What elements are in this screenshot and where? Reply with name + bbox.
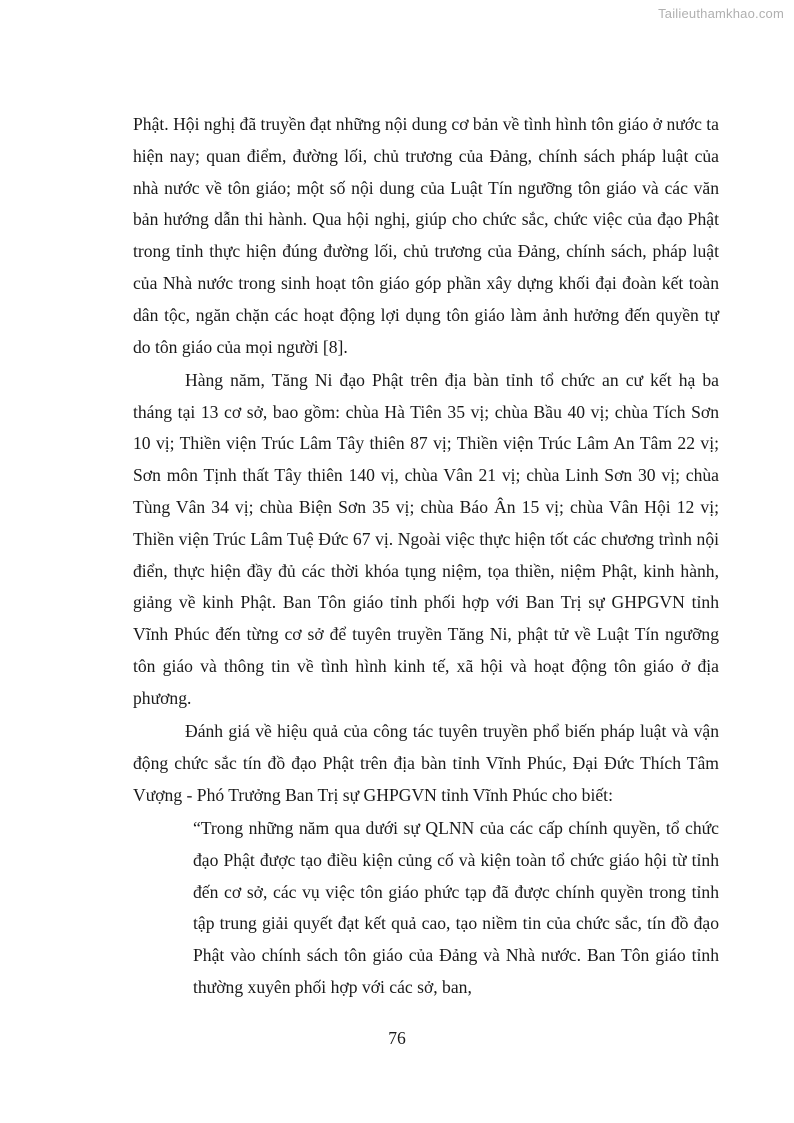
block-quote: “Trong những năm qua dưới sự QLNN của các cấp chính quyền, tổ chức đạo Phật được tạo điều kiện củng cố và kiện toàn tổ chức giáo hội từ tỉnh đến cơ sở, các vụ việc tôn giáo phức tạp đã được chính quyền trong tỉnh tập trung giải quyết đạt kết quả cao, tạo niềm tin của chức sắc, tín đồ đạo Phật vào chính sách tôn giáo của Đảng và Nhà nước. Ban Tôn giáo tỉnh thường xuyên phối hợp với các sở, ban, bbox=[193, 818, 719, 998]
document-body bbox=[133, 109, 719, 1005]
watermark-text: Tailieuthamkhao.com bbox=[658, 6, 784, 21]
paragraph-evaluation: Đánh giá về hiệu quả của công tác tuyên truyền phổ biến pháp luật và vận động chức sắc tín đồ đạo Phật trên địa bàn tỉnh Vĩnh Phúc, Đại Đức Thích Tâm Vượng - Phó Trưởng Ban Trị sự GHPGVN tỉnh Vĩnh Phúc cho biết: bbox=[133, 721, 719, 805]
paragraph-annual-retreat: Hàng năm, Tăng Ni đạo Phật trên địa bàn tỉnh tổ chức an cư kết hạ ba tháng tại 13 cơ sở, bao gồm: chùa Hà Tiên 35 vị; chùa Bầu 40 vị; chùa Tích Sơn 10 vị; Thiền viện Trúc Lâm Tây thiên 87 vị; Thiền viện Trúc Lâm An Tâm 22 vị; Sơn môn Tịnh thất Tây thiên 140 vị, chùa Vân 21 vị; chùa Linh Sơn 30 vị; chùa Tùng Vân 34 vị; chùa Biện Sơn 35 vị; chùa Báo Ân 15 vị; chùa Vân Hội 12 vị; Thiền viện Trúc Lâm Tuệ Đức 67 vị. Ngoài việc thực hiện tốt các chương trình nội điển, thực hiện đầy đủ các thời khóa tụng niệm, tọa thiền, niệm Phật, kinh hành, giảng về kinh Phật. Ban Tôn giáo tỉnh phối hợp với Ban Trị sự GHPGVN tỉnh Vĩnh Phúc đến từng cơ sở để tuyên truyền Tăng Ni, phật tử về Luật Tín ngưỡng tôn giáo và thông tin về tình hình kinh tế, xã hội và hoạt động tôn giáo ở địa phương. bbox=[133, 369, 719, 708]
page-number: 76 bbox=[388, 1028, 406, 1048]
paragraph-continuation: Phật. Hội nghị đã truyền đạt những nội dung cơ bản về tình hình tôn giáo ở nước ta hiện nay; quan điểm, đường lối, chủ trương của Đảng, chính sách pháp luật của nhà nước về tôn giáo; một số nội dung của Luật Tín ngưỡng tôn giáo và các văn bản hướng dẫn thi hành. Qua hội nghị, giúp cho chức sắc, chức việc của đạo Phật trong tỉnh thực hiện đúng đường lối, chủ trương của Đảng, chính sách, pháp luật của Nhà nước trong sinh hoạt tôn giáo góp phần xây dựng khối đại đoàn kết toàn dân tộc, ngăn chặn các hoạt động lợi dụng tôn giáo làm ảnh hưởng đến quyền tự do tôn giáo của mọi người [8]. bbox=[133, 114, 719, 357]
